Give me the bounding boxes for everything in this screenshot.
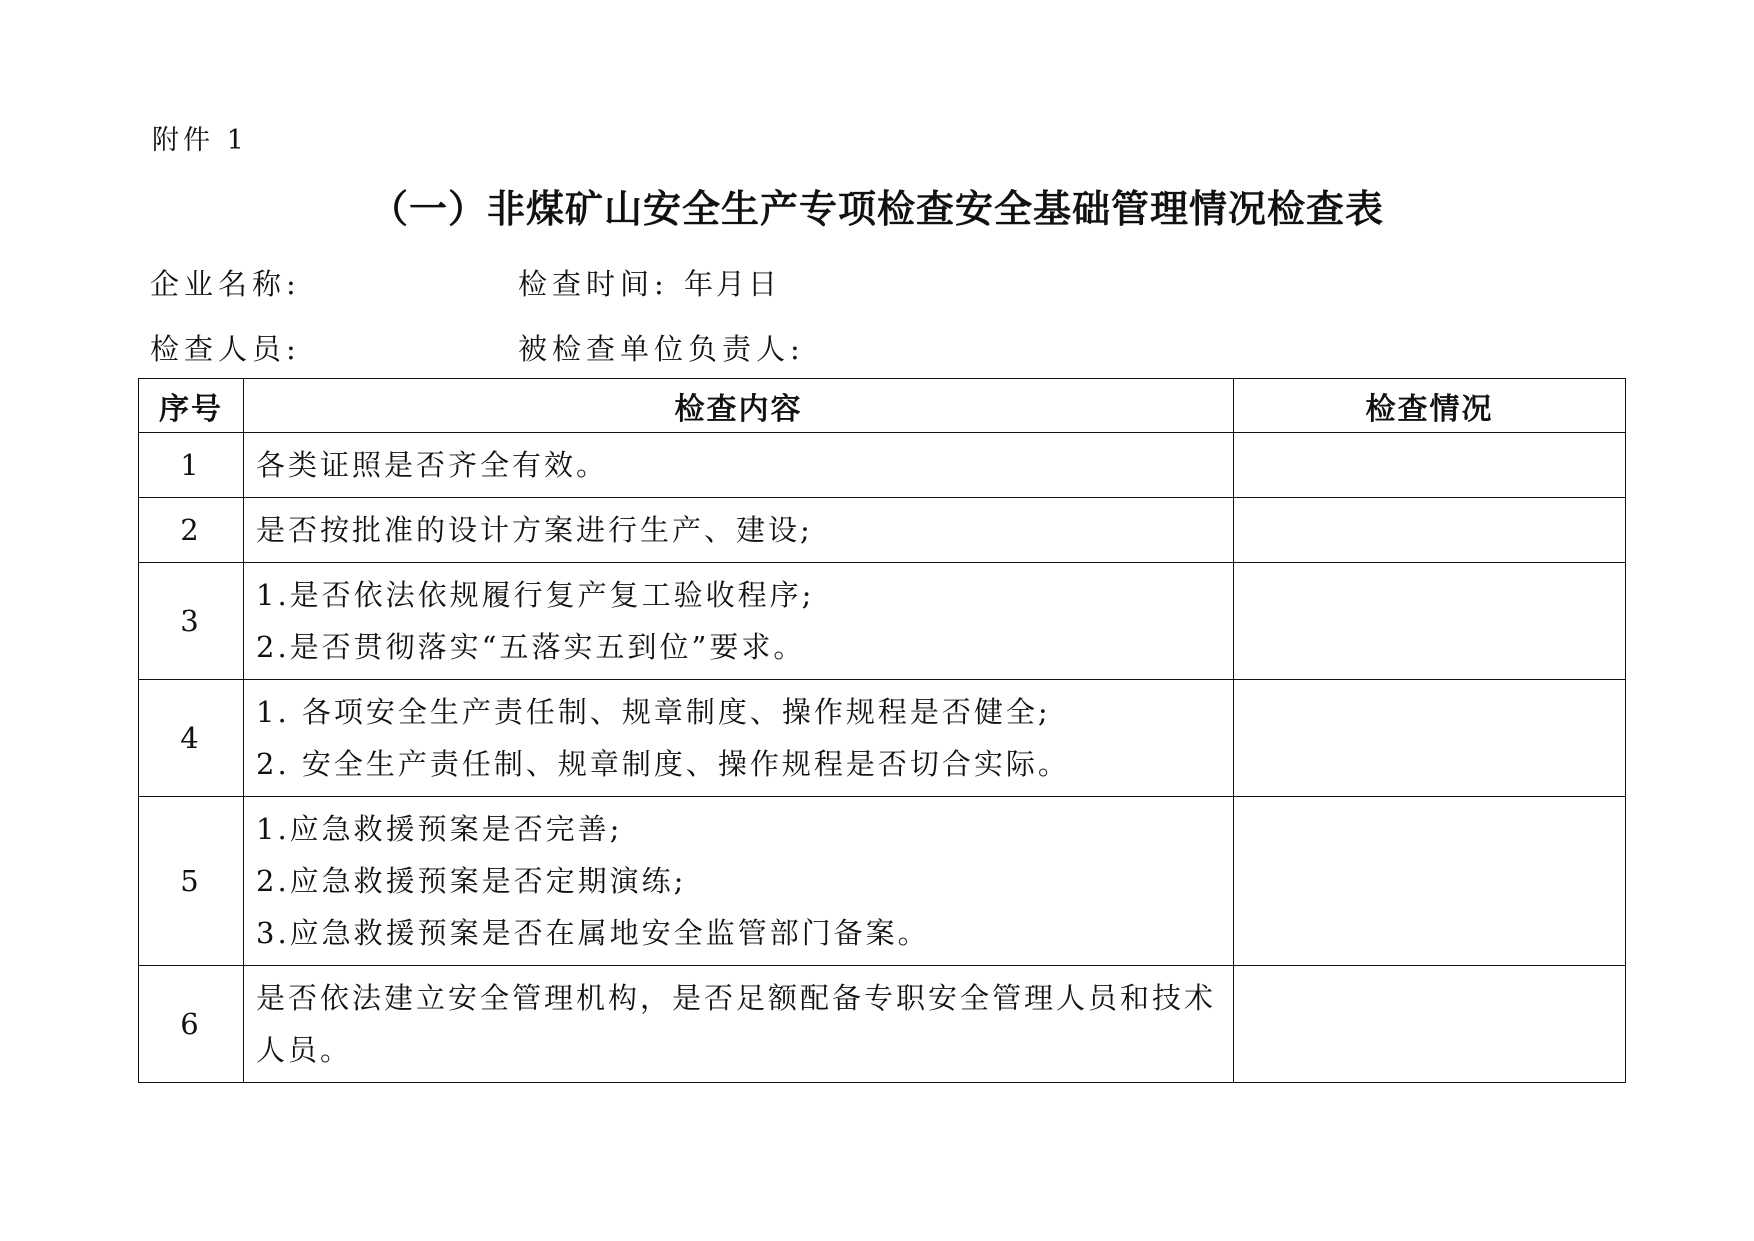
content-line: 是否依法建立安全管理机构，是否足额配备专职安全管理人员和技术人员。: [256, 981, 1217, 1067]
row-number: 6: [139, 966, 244, 1083]
header-number: 序号: [139, 379, 244, 433]
row-situation-cell[interactable]: [1234, 563, 1626, 680]
row-number: 1: [139, 433, 244, 498]
table-header-row: [139, 379, 1626, 433]
table-row: [139, 498, 1626, 563]
row-number: 5: [139, 797, 244, 966]
row-number: 2: [139, 498, 244, 563]
content-line: 是否按批准的设计方案进行生产、建设;: [256, 513, 813, 547]
row-number: 4: [139, 680, 244, 797]
table-row: [139, 680, 1626, 797]
row-number: 3: [139, 563, 244, 680]
row-content: [244, 966, 1234, 1083]
table-row: [139, 563, 1626, 680]
content-line: 2.应急救援预案是否定期演练;: [256, 864, 687, 898]
inspection-table: [138, 378, 1626, 1083]
inspector-label: 检查人员:: [150, 332, 301, 366]
row-situation-cell[interactable]: [1234, 680, 1626, 797]
row-content: [244, 680, 1234, 797]
table-row: [139, 797, 1626, 966]
attachment-label: 附件 1: [152, 125, 248, 156]
content-line: 1.是否依法依规履行复产复工验收程序;: [256, 578, 815, 612]
row-content: [244, 797, 1234, 966]
content-line: 3.应急救援预案是否在属地安全监管部门备案。: [256, 916, 930, 950]
content-line: 2.是否贯彻落实“五落实五到位”要求。: [256, 630, 806, 664]
row-situation-cell[interactable]: [1234, 797, 1626, 966]
row-content: [244, 498, 1234, 563]
header-situation: 检查情况: [1234, 379, 1626, 433]
content-line: 2. 安全生产责任制、规章制度、操作规程是否切合实际。: [256, 747, 1070, 781]
row-content: [244, 433, 1234, 498]
content-line: 1. 各项安全生产责任制、规章制度、操作规程是否健全;: [256, 695, 1051, 729]
company-name-label: 企业名称:: [150, 267, 301, 301]
content-line: 1.应急救援预案是否完善;: [256, 812, 623, 846]
header-content: 检查内容: [244, 379, 1234, 433]
content-line: 各类证照是否齐全有效。: [256, 448, 609, 482]
row-situation-cell[interactable]: [1234, 498, 1626, 563]
row-content: [244, 563, 1234, 680]
inspection-time-value: 年月日: [684, 267, 781, 301]
unit-leader-label: 被检查单位负责人:: [518, 332, 805, 366]
row-situation-cell[interactable]: [1234, 433, 1626, 498]
table-row: [139, 433, 1626, 498]
document-title: （一）非煤矿山安全生产专项检查安全基础管理情况检查表: [369, 187, 1384, 231]
row-situation-cell[interactable]: [1234, 966, 1626, 1083]
inspection-time-label: 检查时间:: [518, 267, 669, 301]
table-row: [139, 966, 1626, 1083]
